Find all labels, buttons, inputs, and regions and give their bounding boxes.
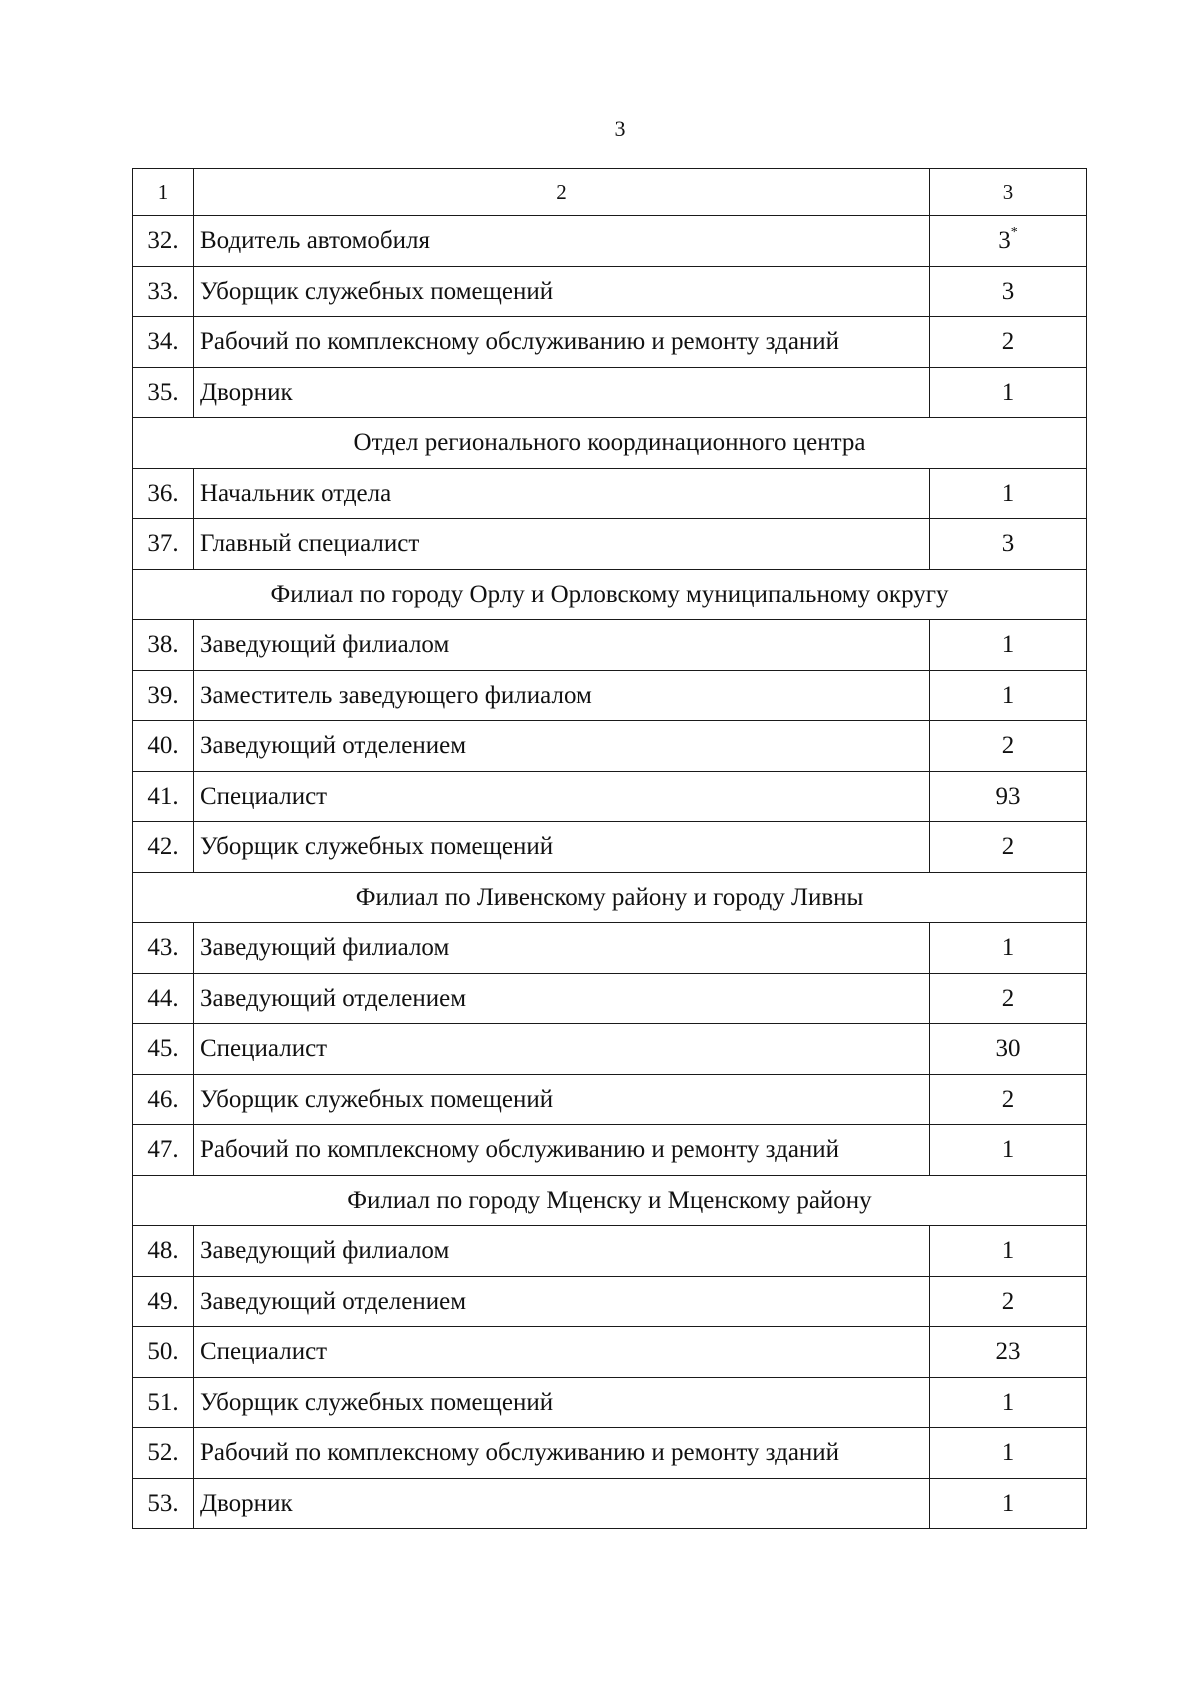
row-number: 34. — [133, 317, 194, 368]
staff-count: 2 — [1001, 984, 1015, 1012]
staff-count-cell — [930, 1428, 1087, 1479]
position-name: Дворник — [194, 367, 930, 418]
staff-count: 2 — [1001, 1085, 1015, 1113]
staff-count: 1 — [1001, 378, 1015, 406]
staff-count-cell — [930, 519, 1087, 570]
row-number: 42. — [133, 822, 194, 873]
staff-count: 1 — [1001, 1489, 1015, 1517]
row-number: 43. — [133, 923, 194, 974]
page-number: 3 — [614, 116, 626, 141]
position-name: Заведующий филиалом — [194, 1226, 930, 1277]
table-row — [133, 1428, 1087, 1479]
section-header-row — [133, 872, 1087, 923]
position-name: Специалист — [194, 1024, 930, 1075]
staff-count-cell — [930, 923, 1087, 974]
staff-count: 1 — [1001, 1388, 1015, 1416]
table-row — [133, 1226, 1087, 1277]
position-name: Заведующий отделением — [194, 973, 930, 1024]
row-number: 37. — [133, 519, 194, 570]
row-number: 36. — [133, 468, 194, 519]
table-row — [133, 1024, 1087, 1075]
table-row — [133, 317, 1087, 368]
position-name: Рабочий по комплексному обслуживанию и ремонту зданий — [194, 1428, 930, 1479]
header-column-count: 3 — [930, 169, 1087, 216]
row-number: 39. — [133, 670, 194, 721]
staffing-table — [132, 168, 1087, 1529]
table-row — [133, 519, 1087, 570]
row-number: 41. — [133, 771, 194, 822]
position-name: Водитель автомобиля — [194, 216, 930, 267]
position-name: Специалист — [194, 771, 930, 822]
position-name: Специалист — [194, 1327, 930, 1378]
table-row — [133, 771, 1087, 822]
staff-count: 3 — [1001, 277, 1015, 305]
section-title: Филиал по городу Орлу и Орловскому муниципальному округу — [133, 569, 1087, 620]
staff-count-cell — [930, 468, 1087, 519]
staff-count: 1 — [1001, 1439, 1015, 1467]
table-row — [133, 367, 1087, 418]
staff-count-cell — [930, 1276, 1087, 1327]
position-name: Заведующий филиалом — [194, 923, 930, 974]
position-name: Начальник отдела — [194, 468, 930, 519]
row-number: 47. — [133, 1125, 194, 1176]
position-name: Заведующий филиалом — [194, 620, 930, 671]
section-header-row — [133, 418, 1087, 469]
staff-count-cell — [930, 367, 1087, 418]
section-header-row — [133, 1175, 1087, 1226]
table-row — [133, 266, 1087, 317]
position-name: Уборщик служебных помещений — [194, 1074, 930, 1125]
row-number: 46. — [133, 1074, 194, 1125]
row-number: 50. — [133, 1327, 194, 1378]
staff-count-cell — [930, 317, 1087, 368]
staff-count: 2 — [1001, 833, 1015, 861]
position-name: Уборщик служебных помещений — [194, 266, 930, 317]
table-row — [133, 468, 1087, 519]
table-row — [133, 216, 1087, 267]
row-number: 52. — [133, 1428, 194, 1479]
staff-count-cell — [930, 1074, 1087, 1125]
row-number: 40. — [133, 721, 194, 772]
table-row — [133, 1478, 1087, 1529]
staff-count: 1 — [1001, 1136, 1015, 1164]
staff-count-cell — [930, 1125, 1087, 1176]
table-row — [133, 1074, 1087, 1125]
row-number: 35. — [133, 367, 194, 418]
staff-count-cell — [930, 670, 1087, 721]
staff-count-cell — [930, 771, 1087, 822]
row-number: 44. — [133, 973, 194, 1024]
row-number: 53. — [133, 1478, 194, 1529]
table-row — [133, 1125, 1087, 1176]
staff-count: 2 — [1001, 732, 1015, 760]
header-column-position: 2 — [194, 169, 930, 216]
staffing-table-body — [133, 169, 1087, 1529]
staff-count-cell — [930, 721, 1087, 772]
row-number: 33. — [133, 266, 194, 317]
staff-count: 1 — [1001, 1237, 1015, 1265]
staff-count-cell — [930, 1024, 1087, 1075]
footnote-mark: * — [1010, 225, 1018, 241]
row-number: 32. — [133, 216, 194, 267]
row-number: 45. — [133, 1024, 194, 1075]
staff-count: 1 — [1001, 479, 1015, 507]
staff-count: 2 — [1001, 328, 1015, 356]
table-row — [133, 620, 1087, 671]
row-number: 38. — [133, 620, 194, 671]
staff-count-cell — [930, 620, 1087, 671]
position-name: Уборщик служебных помещений — [194, 1377, 930, 1428]
staff-count-cell — [930, 216, 1087, 267]
position-name: Рабочий по комплексному обслуживанию и ремонту зданий — [194, 1125, 930, 1176]
staff-count: 3 — [1001, 530, 1015, 558]
table-row — [133, 721, 1087, 772]
header-column-number: 1 — [133, 169, 194, 216]
table-row — [133, 822, 1087, 873]
section-title: Отдел регионального координационного центра — [133, 418, 1087, 469]
row-number: 51. — [133, 1377, 194, 1428]
row-number: 48. — [133, 1226, 194, 1277]
position-name: Уборщик служебных помещений — [194, 822, 930, 873]
staff-count: 3 — [998, 227, 1011, 255]
table-header-row — [133, 169, 1087, 216]
section-title: Филиал по Ливенскому району и городу Ливны — [133, 872, 1087, 923]
staff-count: 1 — [1001, 631, 1015, 659]
position-name: Заведующий отделением — [194, 1276, 930, 1327]
staff-count-cell — [930, 973, 1087, 1024]
table-row — [133, 973, 1087, 1024]
table-row — [133, 1327, 1087, 1378]
staff-count-cell — [930, 1226, 1087, 1277]
table-row — [133, 1377, 1087, 1428]
position-name: Дворник — [194, 1478, 930, 1529]
staff-count-cell — [930, 266, 1087, 317]
staff-count-cell — [930, 1478, 1087, 1529]
staff-count: 23 — [995, 1338, 1021, 1366]
section-title: Филиал по городу Мценску и Мценскому району — [133, 1175, 1087, 1226]
table-row — [133, 923, 1087, 974]
staff-count: 2 — [1001, 1287, 1015, 1315]
position-name: Заместитель заведующего филиалом — [194, 670, 930, 721]
staff-count: 1 — [1001, 681, 1015, 709]
staff-count-cell — [930, 1377, 1087, 1428]
staff-count: 93 — [995, 782, 1021, 810]
staff-count-cell — [930, 1327, 1087, 1378]
position-name: Заведующий отделением — [194, 721, 930, 772]
position-name: Рабочий по комплексному обслуживанию и ремонту зданий — [194, 317, 930, 368]
table-row — [133, 670, 1087, 721]
staff-count: 30 — [995, 1035, 1021, 1063]
row-number: 49. — [133, 1276, 194, 1327]
position-name: Главный специалист — [194, 519, 930, 570]
staff-count-cell — [930, 822, 1087, 873]
staff-count: 1 — [1001, 934, 1015, 962]
table-row — [133, 1276, 1087, 1327]
section-header-row — [133, 569, 1087, 620]
